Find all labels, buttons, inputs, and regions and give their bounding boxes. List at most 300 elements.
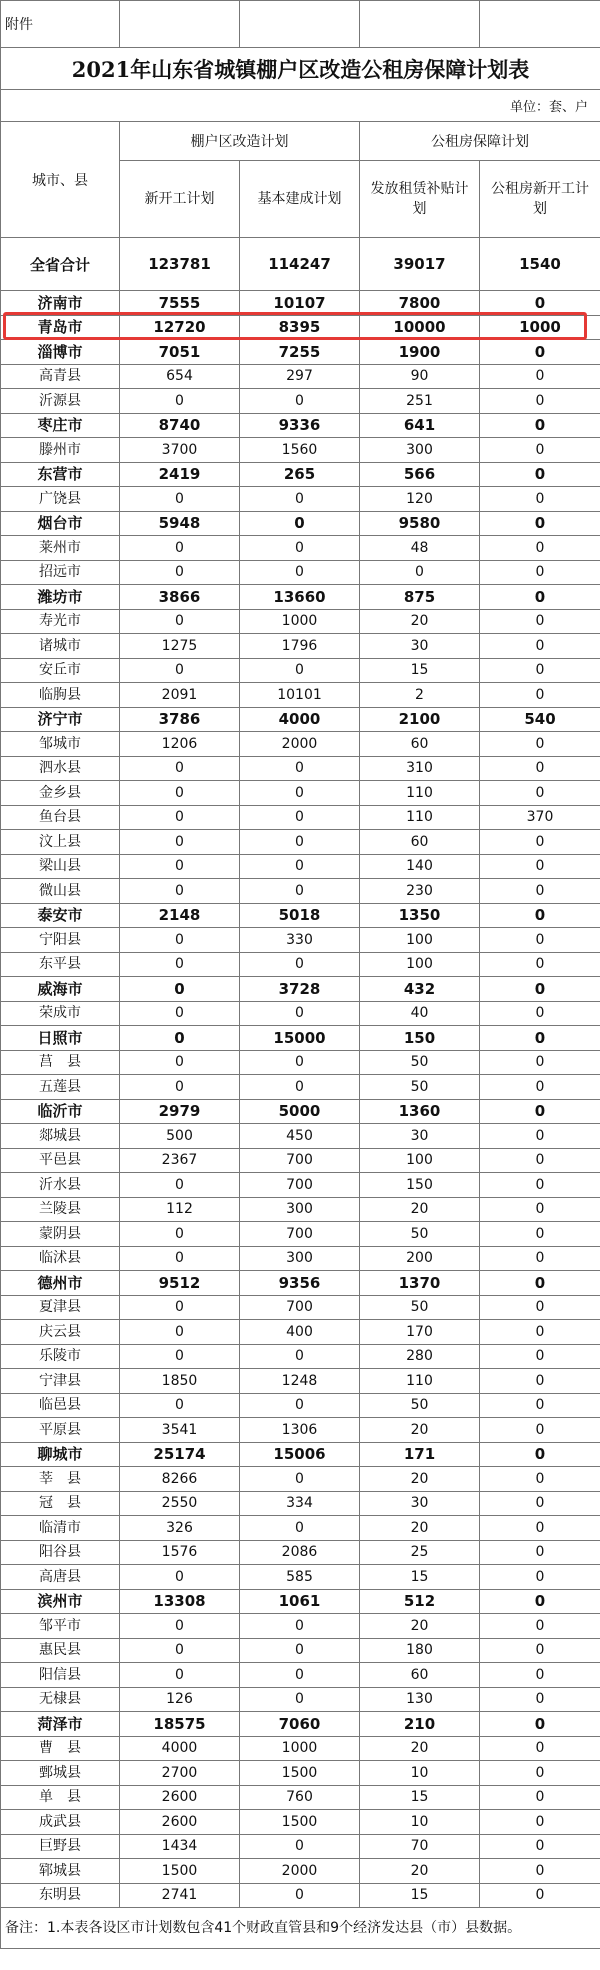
row-value: 0 [480, 879, 600, 904]
table-row [1, 438, 600, 463]
row-value: 540 [480, 707, 600, 732]
row-value: 140 [360, 854, 480, 879]
attachment-label: 附件 [1, 1, 120, 48]
row-value: 0 [480, 830, 600, 855]
row-value: 0 [480, 1418, 600, 1443]
table-row [1, 1491, 600, 1516]
row-value: 60 [360, 1663, 480, 1688]
row-value: 760 [240, 1785, 360, 1810]
row-value: 0 [120, 756, 240, 781]
table-row [1, 1442, 600, 1467]
table-row [1, 805, 600, 830]
row-value: 0 [480, 1344, 600, 1369]
row-name: 沂水县 [1, 1173, 120, 1198]
row-name: 滨州市 [1, 1589, 120, 1614]
row-value: 0 [480, 536, 600, 561]
row-value: 0 [120, 560, 240, 585]
row-value: 0 [120, 1614, 240, 1639]
row-value: 9512 [120, 1271, 240, 1296]
row-value: 25 [360, 1540, 480, 1565]
total-value: 39017 [360, 238, 480, 291]
row-value: 0 [120, 536, 240, 561]
row-value: 0 [120, 1173, 240, 1198]
row-value: 0 [120, 1050, 240, 1075]
row-value: 450 [240, 1124, 360, 1149]
row-value: 0 [240, 756, 360, 781]
table-row [1, 1320, 600, 1345]
header-new-start: 新开工计划 [120, 161, 240, 238]
row-value: 100 [360, 952, 480, 977]
row-value: 0 [480, 634, 600, 659]
row-value: 0 [240, 1834, 360, 1859]
row-value: 0 [480, 658, 600, 683]
row-value: 300 [360, 438, 480, 463]
row-name: 滕州市 [1, 438, 120, 463]
row-value: 48 [360, 536, 480, 561]
row-value: 7060 [240, 1712, 360, 1737]
row-value: 100 [360, 928, 480, 953]
row-value: 0 [240, 1516, 360, 1541]
row-value: 0 [480, 1001, 600, 1026]
row-value: 15006 [240, 1442, 360, 1467]
row-value: 0 [360, 560, 480, 585]
row-value: 0 [480, 1516, 600, 1541]
row-name: 惠民县 [1, 1638, 120, 1663]
row-value: 9356 [240, 1271, 360, 1296]
row-value: 0 [480, 413, 600, 438]
row-value: 50 [360, 1295, 480, 1320]
table-row [1, 536, 600, 561]
row-name: 济南市 [1, 291, 120, 316]
row-value: 0 [480, 1148, 600, 1173]
row-value: 0 [240, 487, 360, 512]
title-row [1, 48, 600, 90]
header-public-rental-new: 公租房新开工计划 [480, 161, 600, 238]
row-value: 0 [480, 1099, 600, 1124]
row-value: 0 [240, 1883, 360, 1908]
row-value: 0 [480, 1075, 600, 1100]
row-value: 3728 [240, 977, 360, 1002]
attachment-row [1, 1, 600, 48]
row-value: 0 [120, 1001, 240, 1026]
row-value: 100 [360, 1148, 480, 1173]
table-row [1, 1271, 600, 1296]
table-row [1, 707, 600, 732]
note-row [1, 1908, 600, 1949]
header-group-public-rental: 公租房保障计划 [360, 122, 600, 161]
table-row [1, 1418, 600, 1443]
row-value: 1000 [240, 609, 360, 634]
row-value: 0 [120, 977, 240, 1002]
row-value: 2600 [120, 1810, 240, 1835]
row-value: 512 [360, 1589, 480, 1614]
table-row [1, 683, 600, 708]
row-name: 东营市 [1, 462, 120, 487]
row-name: 临沂市 [1, 1099, 120, 1124]
row-value: 1500 [120, 1859, 240, 1884]
row-value: 120 [360, 487, 480, 512]
row-value: 20 [360, 1516, 480, 1541]
row-value: 0 [120, 1222, 240, 1247]
row-value: 0 [240, 560, 360, 585]
row-value: 20 [360, 1197, 480, 1222]
row-value: 0 [240, 1050, 360, 1075]
row-value: 1900 [360, 340, 480, 365]
row-value: 0 [480, 511, 600, 536]
row-value: 20 [360, 1467, 480, 1492]
table-row [1, 1344, 600, 1369]
row-value: 0 [480, 1712, 600, 1737]
row-name: 荣成市 [1, 1001, 120, 1026]
row-value: 0 [120, 1026, 240, 1051]
row-name: 寿光市 [1, 609, 120, 634]
row-name: 阳信县 [1, 1663, 120, 1688]
row-value: 0 [240, 854, 360, 879]
row-name: 烟台市 [1, 511, 120, 536]
table-row [1, 1001, 600, 1026]
row-value: 3786 [120, 707, 240, 732]
row-name: 莘 县 [1, 1467, 120, 1492]
row-name: 金乡县 [1, 781, 120, 806]
row-value: 20 [360, 1859, 480, 1884]
row-value: 10000 [360, 315, 480, 340]
header-basic-completion: 基本建成计划 [240, 161, 360, 238]
header-group-shantytown: 棚户区改造计划 [120, 122, 360, 161]
row-name: 泗水县 [1, 756, 120, 781]
table-row [1, 1516, 600, 1541]
row-value: 0 [120, 1344, 240, 1369]
row-name: 梁山县 [1, 854, 120, 879]
row-value: 0 [480, 389, 600, 414]
row-name: 夏津县 [1, 1295, 120, 1320]
row-name: 德州市 [1, 1271, 120, 1296]
row-value: 0 [480, 928, 600, 953]
row-value: 2600 [120, 1785, 240, 1810]
row-value: 7800 [360, 291, 480, 316]
row-name: 安丘市 [1, 658, 120, 683]
row-value: 641 [360, 413, 480, 438]
row-name: 邹城市 [1, 732, 120, 757]
row-value: 1206 [120, 732, 240, 757]
row-name: 莒 县 [1, 1050, 120, 1075]
row-value: 1576 [120, 1540, 240, 1565]
row-name: 无棣县 [1, 1687, 120, 1712]
row-value: 2419 [120, 462, 240, 487]
table-row [1, 732, 600, 757]
row-value: 0 [480, 291, 600, 316]
row-name: 高唐县 [1, 1565, 120, 1590]
row-value: 0 [480, 1565, 600, 1590]
row-value: 585 [240, 1565, 360, 1590]
row-value: 0 [480, 438, 600, 463]
row-value: 700 [240, 1148, 360, 1173]
row-value: 0 [480, 462, 600, 487]
table-row [1, 756, 600, 781]
row-value: 0 [480, 781, 600, 806]
table-row [1, 1295, 600, 1320]
table-row [1, 1148, 600, 1173]
total-label: 全省合计 [1, 238, 120, 291]
table-row [1, 1026, 600, 1051]
row-value: 0 [120, 1565, 240, 1590]
table-row [1, 1712, 600, 1737]
table-row [1, 1589, 600, 1614]
row-value: 0 [480, 364, 600, 389]
row-value: 2086 [240, 1540, 360, 1565]
row-value: 330 [240, 928, 360, 953]
table-row [1, 1173, 600, 1198]
table-row [1, 1736, 600, 1761]
row-name: 微山县 [1, 879, 120, 904]
row-value: 0 [480, 609, 600, 634]
table-row [1, 315, 600, 340]
row-value: 0 [480, 1295, 600, 1320]
total-value: 114247 [240, 238, 360, 291]
row-value: 7051 [120, 340, 240, 365]
row-value: 2979 [120, 1099, 240, 1124]
table-row [1, 1810, 600, 1835]
total-value: 1540 [480, 238, 600, 291]
row-name: 高青县 [1, 364, 120, 389]
table-row [1, 854, 600, 879]
row-name: 单 县 [1, 1785, 120, 1810]
table-row [1, 1197, 600, 1222]
row-value: 334 [240, 1491, 360, 1516]
row-value: 0 [240, 658, 360, 683]
row-value: 0 [240, 1467, 360, 1492]
row-value: 2741 [120, 1883, 240, 1908]
row-name: 枣庄市 [1, 413, 120, 438]
table-row [1, 781, 600, 806]
row-name: 莱州市 [1, 536, 120, 561]
row-value: 0 [120, 609, 240, 634]
table-row [1, 658, 600, 683]
row-value: 110 [360, 1369, 480, 1394]
header-row-1 [1, 122, 600, 161]
row-value: 60 [360, 830, 480, 855]
row-value: 0 [240, 1614, 360, 1639]
row-value: 2367 [120, 1148, 240, 1173]
row-value: 171 [360, 1442, 480, 1467]
row-value: 2091 [120, 683, 240, 708]
table-row [1, 1124, 600, 1149]
row-value: 0 [480, 1271, 600, 1296]
row-value: 30 [360, 1491, 480, 1516]
row-value: 500 [120, 1124, 240, 1149]
footnote: 备注：1.本表各设区市计划数包含41个财政直管县和9个经济发达县（市）县数据。 [1, 1908, 600, 1949]
row-name: 邹平市 [1, 1614, 120, 1639]
row-value: 0 [240, 389, 360, 414]
row-value: 0 [240, 1344, 360, 1369]
row-value: 0 [240, 879, 360, 904]
row-value: 90 [360, 364, 480, 389]
table-row [1, 1222, 600, 1247]
row-value: 0 [480, 1834, 600, 1859]
row-value: 0 [240, 952, 360, 977]
row-value: 0 [480, 1663, 600, 1688]
row-name: 潍坊市 [1, 585, 120, 610]
total-value: 123781 [120, 238, 240, 291]
row-value: 5000 [240, 1099, 360, 1124]
table-row [1, 511, 600, 536]
row-value: 1000 [480, 315, 600, 340]
row-value: 170 [360, 1320, 480, 1345]
table-row [1, 1638, 600, 1663]
row-value: 5018 [240, 903, 360, 928]
table-row [1, 1614, 600, 1639]
row-value: 12720 [120, 315, 240, 340]
row-value: 0 [480, 683, 600, 708]
table-row [1, 1687, 600, 1712]
row-value: 180 [360, 1638, 480, 1663]
row-value: 7255 [240, 340, 360, 365]
row-name: 鱼台县 [1, 805, 120, 830]
table-row [1, 1369, 600, 1394]
row-value: 0 [120, 1638, 240, 1663]
row-value: 700 [240, 1222, 360, 1247]
row-value: 1275 [120, 634, 240, 659]
table-row [1, 389, 600, 414]
row-value: 15 [360, 1785, 480, 1810]
row-value: 10101 [240, 683, 360, 708]
row-value: 0 [480, 1589, 600, 1614]
row-value: 8266 [120, 1467, 240, 1492]
row-value: 0 [120, 487, 240, 512]
row-value: 251 [360, 389, 480, 414]
row-value: 1796 [240, 634, 360, 659]
table-row [1, 1075, 600, 1100]
row-value: 0 [480, 1173, 600, 1198]
row-name: 青岛市 [1, 315, 120, 340]
row-value: 0 [240, 1393, 360, 1418]
row-value: 50 [360, 1393, 480, 1418]
row-value: 0 [480, 854, 600, 879]
row-value: 0 [480, 977, 600, 1002]
row-value: 15000 [240, 1026, 360, 1051]
row-name: 广饶县 [1, 487, 120, 512]
row-name: 济宁市 [1, 707, 120, 732]
row-value: 0 [480, 1859, 600, 1884]
row-value: 0 [480, 1687, 600, 1712]
row-value: 0 [240, 1001, 360, 1026]
row-value: 0 [480, 1050, 600, 1075]
row-name: 平邑县 [1, 1148, 120, 1173]
row-value: 0 [120, 1393, 240, 1418]
row-name: 阳谷县 [1, 1540, 120, 1565]
table-row [1, 1834, 600, 1859]
row-name: 冠 县 [1, 1491, 120, 1516]
table-row [1, 903, 600, 928]
row-value: 2000 [240, 1859, 360, 1884]
row-value: 0 [120, 781, 240, 806]
row-value: 0 [480, 1540, 600, 1565]
row-value: 1248 [240, 1369, 360, 1394]
row-value: 0 [120, 1246, 240, 1271]
row-value: 4000 [120, 1736, 240, 1761]
table-row [1, 1663, 600, 1688]
row-name: 招远市 [1, 560, 120, 585]
row-value: 3541 [120, 1418, 240, 1443]
table-row [1, 928, 600, 953]
table-row [1, 1393, 600, 1418]
row-value: 50 [360, 1222, 480, 1247]
table-row [1, 413, 600, 438]
row-value: 0 [480, 1124, 600, 1149]
row-name: 汶上县 [1, 830, 120, 855]
row-value: 2700 [120, 1761, 240, 1786]
row-value: 25174 [120, 1442, 240, 1467]
table-row [1, 609, 600, 634]
row-value: 0 [480, 560, 600, 585]
row-value: 13660 [240, 585, 360, 610]
row-value: 0 [480, 1614, 600, 1639]
row-value: 280 [360, 1344, 480, 1369]
row-name: 沂源县 [1, 389, 120, 414]
row-name: 诸城市 [1, 634, 120, 659]
row-value: 0 [480, 1761, 600, 1786]
row-value: 30 [360, 634, 480, 659]
row-value: 0 [480, 1883, 600, 1908]
row-value: 8395 [240, 315, 360, 340]
row-name: 日照市 [1, 1026, 120, 1051]
row-name: 郯城县 [1, 1124, 120, 1149]
table-row [1, 977, 600, 1002]
row-value: 110 [360, 781, 480, 806]
row-value: 2100 [360, 707, 480, 732]
row-value: 210 [360, 1712, 480, 1737]
row-value: 0 [240, 1638, 360, 1663]
row-value: 0 [120, 928, 240, 953]
row-value: 8740 [120, 413, 240, 438]
row-name: 鄄城县 [1, 1761, 120, 1786]
row-name: 临邑县 [1, 1393, 120, 1418]
row-value: 0 [480, 1638, 600, 1663]
row-value: 0 [480, 1736, 600, 1761]
row-value: 15 [360, 1565, 480, 1590]
table-row [1, 487, 600, 512]
row-value: 0 [120, 805, 240, 830]
row-value: 3866 [120, 585, 240, 610]
row-value: 18575 [120, 1712, 240, 1737]
row-value: 110 [360, 805, 480, 830]
table-row [1, 1883, 600, 1908]
row-value: 0 [480, 1393, 600, 1418]
row-value: 0 [120, 389, 240, 414]
row-value: 566 [360, 462, 480, 487]
header-rent-subsidy: 发放租赁补贴计划 [360, 161, 480, 238]
row-name: 聊城市 [1, 1442, 120, 1467]
table-row [1, 1565, 600, 1590]
table-row [1, 462, 600, 487]
row-value: 1000 [240, 1736, 360, 1761]
row-value: 326 [120, 1516, 240, 1541]
table-row [1, 1246, 600, 1271]
table-row [1, 1540, 600, 1565]
row-value: 0 [120, 1295, 240, 1320]
row-name: 乐陵市 [1, 1344, 120, 1369]
row-value: 60 [360, 732, 480, 757]
row-value: 1850 [120, 1369, 240, 1394]
row-value: 3700 [120, 438, 240, 463]
row-value: 0 [480, 1491, 600, 1516]
row-value: 0 [480, 487, 600, 512]
row-value: 7555 [120, 291, 240, 316]
row-value: 0 [240, 1663, 360, 1688]
row-value: 300 [240, 1197, 360, 1222]
row-value: 150 [360, 1026, 480, 1051]
row-value: 0 [120, 1663, 240, 1688]
row-value: 0 [480, 1467, 600, 1492]
